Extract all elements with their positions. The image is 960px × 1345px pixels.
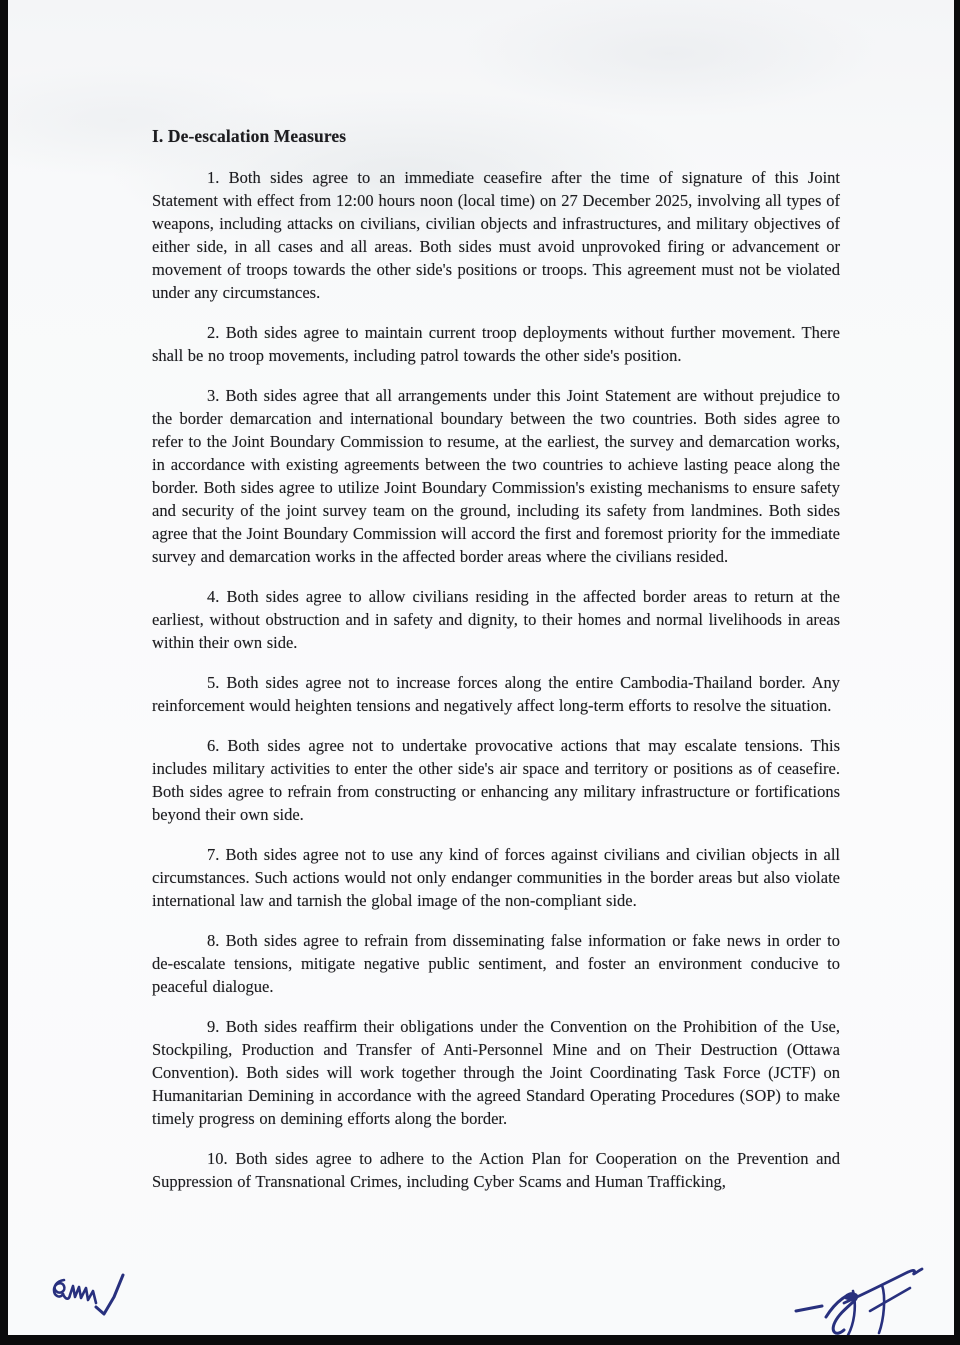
paragraph-7: 7. Both sides agree not to use any kind of forces against civilians and civilian objects in all circumstances. Such actions would not only endanger communities in the border areas but also violate international law and tarnish the global image of the non-compliant side. xyxy=(152,845,840,910)
scan-edge-right xyxy=(954,0,960,1345)
paragraph-8: 8. Both sides agree to refrain from disseminating false information or fake news in order to de-escalate tensions, mitigate negative public sentiment, and foster an environment conducive to peaceful dialogue. xyxy=(152,931,840,996)
document-body xyxy=(152,126,840,1210)
document-page xyxy=(8,0,954,1335)
paragraph-10: 10. Both sides agree to adhere to the Action Plan for Cooperation on the Prevention and Suppression of Transnational Crimes, including Cyber Scams and Human Trafficking, xyxy=(152,1149,840,1191)
paragraph-3: 3. Both sides agree that all arrangements under this Joint Statement are without prejudice to the border demarcation and international boundary between the two countries. Both sides agree to refer to the Joint Boundary Commission to resume, at the earliest, the survey and demarcation works, in accordance with existing agreements between the two countries to achieve lasting peace along the border. Both sides agree to utilize Joint Boundary Commission's existing mechanisms to ensure safety and security of the joint survey team on the ground, including its safety from landmines. Both sides agree that the Joint Boundary Commission will accord the first and foremost priority for the immediate survey and demarcation works in the affected border areas where the civilians resided. xyxy=(152,386,840,566)
section-heading: I. De-escalation Measures xyxy=(152,126,347,146)
scan-edge-bottom xyxy=(0,1335,960,1345)
left-signature xyxy=(44,1262,136,1324)
scan-edge-left xyxy=(0,0,8,1345)
right-signature xyxy=(786,1255,954,1335)
paragraph-9: 9. Both sides reaffirm their obligations under the Convention on the Prohibition of the Use, Stockpiling, Production and Transfer of Anti-Personnel Mine and on Their Destruction (Ottawa Convention). Both sides will work together through the Joint Coordinating Task Force (JCTF) on Humanitarian Demining in accordance with the agreed Standard Operating Procedures (SOP) to make timely progress on demining efforts along the border. xyxy=(152,1017,840,1128)
paragraph-6: 6. Both sides agree not to undertake provocative actions that may escalate tensions. This includes military activities to enter the other side's air space and territory or positions as of ceasefire. Both sides agree to refrain from constructing or enhancing any military infrastructure or fortifications beyond their own side. xyxy=(152,736,840,824)
paragraph-5: 5. Both sides agree not to increase forces along the entire Cambodia-Thailand border. Any reinforcement would heighten tensions and negatively affect long-term efforts to resolve the situation. xyxy=(152,673,840,715)
paragraph-4: 4. Both sides agree to allow civilians residing in the affected border areas to return at the earliest, without obstruction and in safety and dignity, to their homes and normal livelihoods in areas within their own side. xyxy=(152,587,840,652)
paragraph-2: 2. Both sides agree to maintain current troop deployments without further movement. There shall be no troop movements, including patrol towards the other side's position. xyxy=(152,323,840,365)
paragraph-1: 1. Both sides agree to an immediate ceasefire after the time of signature of this Joint Statement with effect from 12:00 hours noon (local time) on 27 December 2025, involving all types of weapons, including attacks on civilians, civilian objects and infrastructures, and military objectives of either side, in all cases and all areas. Both sides must avoid unprovoked firing or advancement or movement of troops towards the other side's positions or troops. This agreement must not be violated under any circumstances. xyxy=(152,168,840,302)
